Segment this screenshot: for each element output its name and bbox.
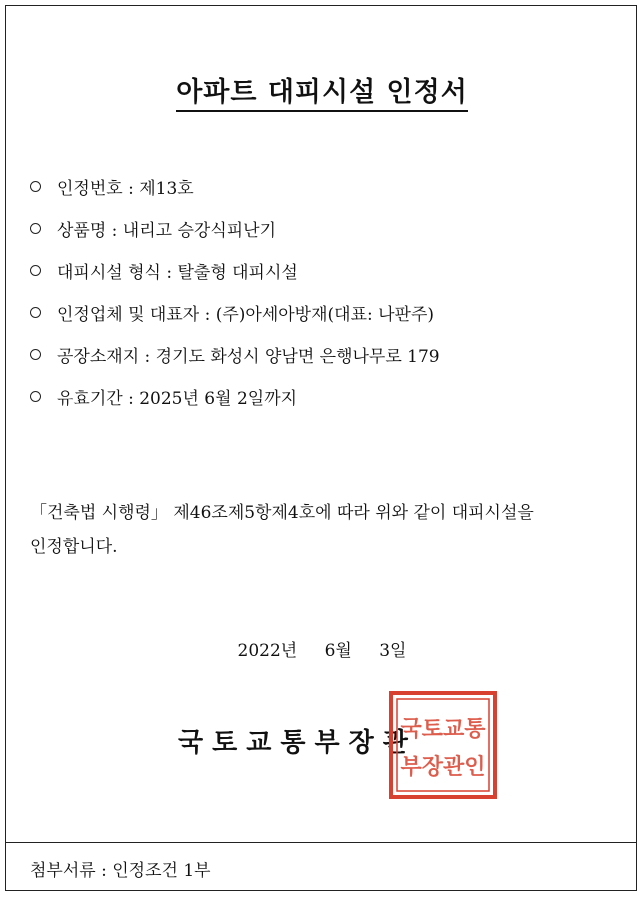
seal-text-line-2: 부장관인 bbox=[400, 755, 486, 780]
factory-address: 공장소재지 : 경기도 화성시 양남면 은행나무로 179 bbox=[57, 346, 440, 367]
circle-bullet-icon bbox=[30, 265, 41, 276]
list-item bbox=[30, 207, 440, 249]
product-name: 상품명 : 내리고 승강식피난기 bbox=[57, 220, 277, 241]
list-item bbox=[30, 249, 440, 291]
certification-statement bbox=[30, 496, 620, 564]
cert-number: 인정번호 : 제13호 bbox=[57, 178, 194, 199]
statement-line-1: 「건축법 시행령」 제46조제5항제4호에 따라 위와 같이 대피시설을 bbox=[30, 503, 534, 523]
footer-divider bbox=[5, 842, 637, 843]
attachment-note: 첨부서류 : 인정조건 1부 bbox=[30, 861, 211, 881]
facility-type: 대피시설 형식 : 탈출형 대피시설 bbox=[57, 262, 298, 283]
validity-period: 유효기간 : 2025년 6월 2일까지 bbox=[57, 388, 298, 409]
circle-bullet-icon bbox=[30, 307, 41, 318]
list-item bbox=[30, 375, 440, 417]
company-representative: 인정업체 및 대표자 : (주)아세아방재(대표: 나판주) bbox=[57, 304, 435, 325]
seal-text-line-1: 국토교통 bbox=[400, 717, 486, 742]
circle-bullet-icon bbox=[30, 223, 41, 234]
issue-date: 2022년 6월 3일 bbox=[237, 641, 407, 661]
official-seal-icon bbox=[388, 690, 498, 800]
statement-line-2: 인정합니다. bbox=[30, 537, 118, 557]
document-title-text: 아파트 대피시설 인정서 bbox=[176, 77, 468, 112]
document-title bbox=[0, 70, 644, 109]
issuer-name: 국토교통부장관 bbox=[178, 728, 417, 758]
list-item bbox=[30, 333, 440, 375]
circle-bullet-icon bbox=[30, 391, 41, 402]
circle-bullet-icon bbox=[30, 349, 41, 360]
list-item bbox=[30, 291, 440, 333]
info-list bbox=[30, 165, 440, 417]
circle-bullet-icon bbox=[30, 181, 41, 192]
list-item bbox=[30, 165, 440, 207]
